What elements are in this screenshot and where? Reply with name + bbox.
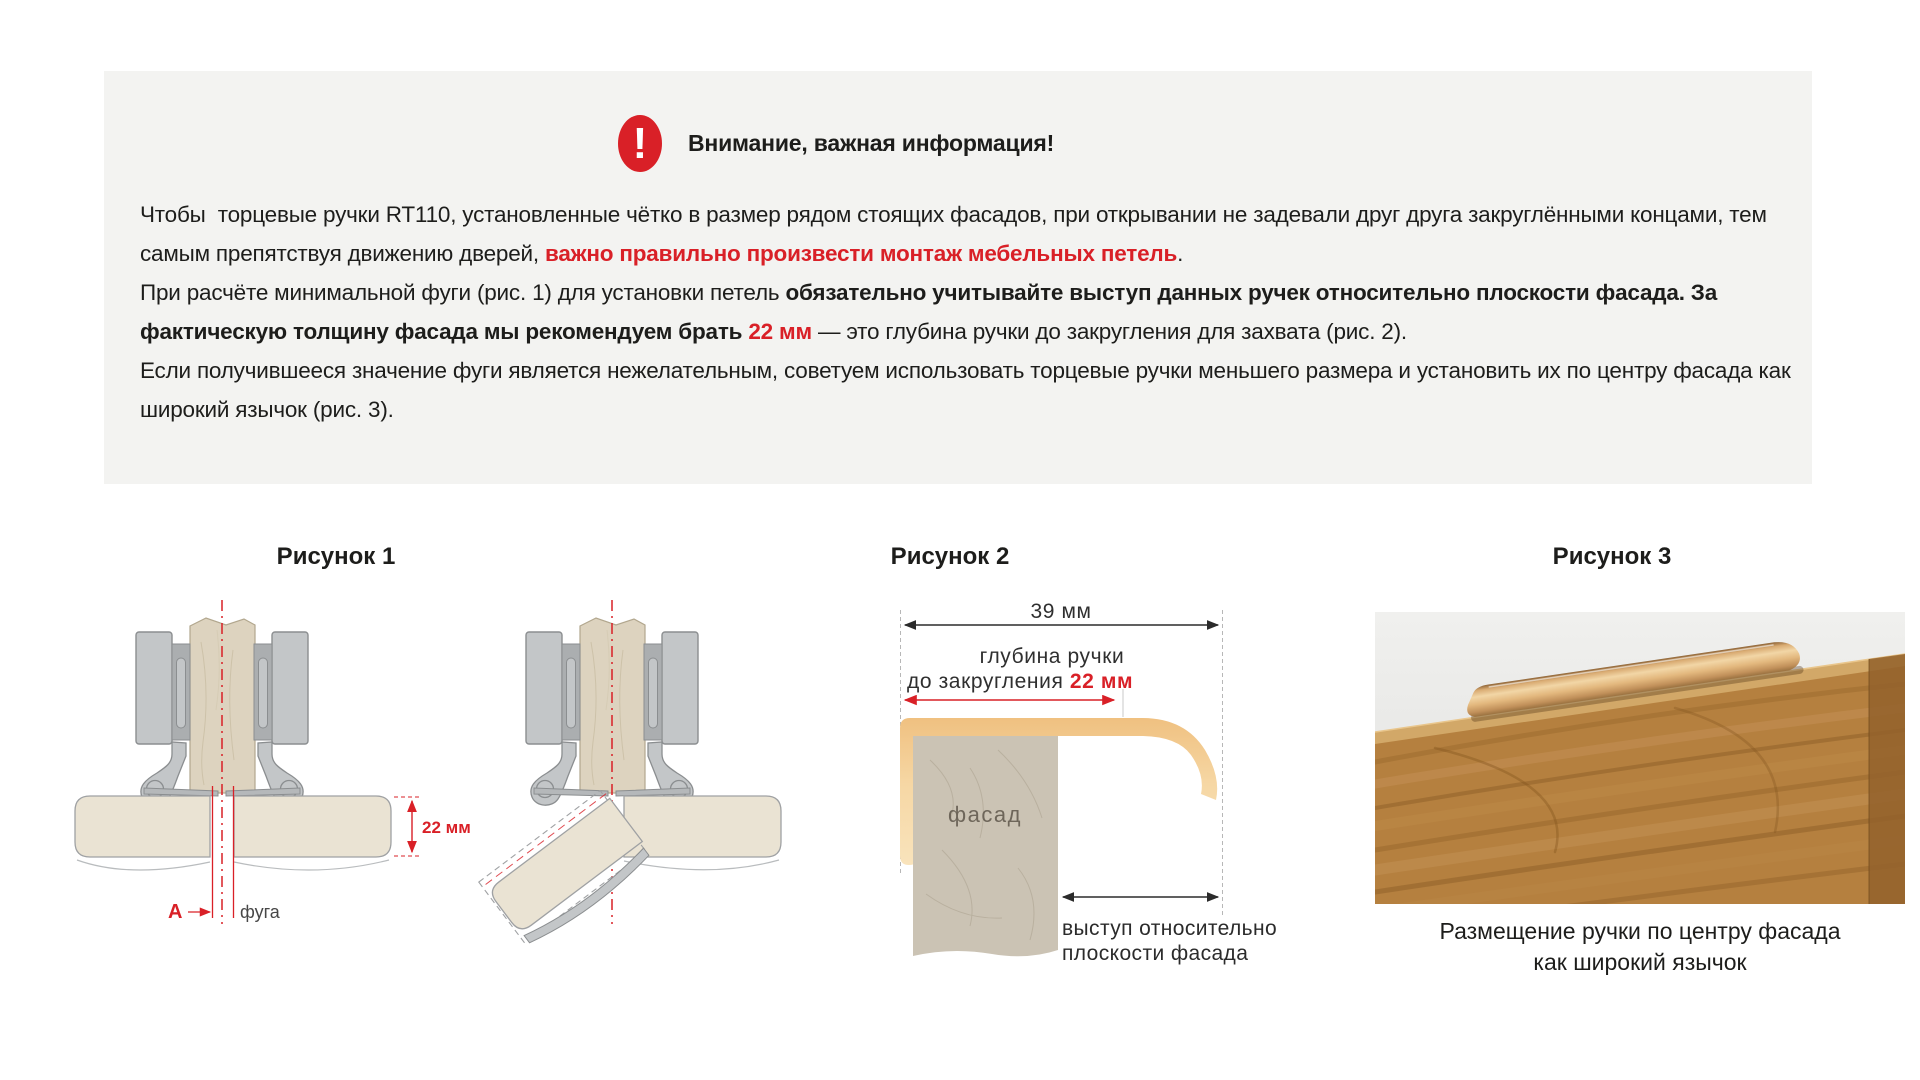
wood-side-edge [1869,654,1905,904]
paragraph-segment: Чтобы торцевые ручки RT110, установленные чётко в размер рядом стоящих фасадов, при открывании не задевали друг друга закруглёнными концами, тем самым препятствуя движению дверей, [140,202,1773,266]
figure3-caption [1340,916,1920,978]
facade-board [913,736,1058,956]
paragraph-segment: . [1177,241,1184,266]
notice-panel [104,71,1812,484]
figure1-gap-label: фуга [240,902,280,922]
paragraph-segment: 22 мм [748,319,812,344]
figure2-depth-value: 22 мм [1069,670,1134,693]
notice-title: Внимание, важная информация! [688,130,1055,156]
figure2-width-dim: 39 мм [1030,600,1092,623]
figure2-depth-label-line1: глубина ручки [979,645,1125,668]
figure1-hinge-drawing [60,580,820,980]
figure2-label: Рисунок 2 [890,543,1010,570]
figure2-protrusion-line1: выступ относительно [1062,917,1278,940]
figure2-facade-label: фасад [948,802,1022,827]
paragraph-segment: Если получившееся значение фуги является нежелательным, советуем использовать торцевые ручки меньшего размера и установить их по центру фасада как широкий язычок (рис. 3). [140,358,1797,422]
figure1-thickness-dim: 22 мм [422,818,471,837]
figure3-label: Рисунок 3 [1552,543,1672,570]
figure3-caption-line1: Размещение ручки по центру фасада [1439,918,1841,944]
figure3-photo [1375,612,1905,904]
figure2-depth-label-line2: до закругления 22 мм [907,670,1134,693]
figure2-protrusion-line2: плоскости фасада [1062,942,1249,965]
figure3-caption-line2: как широкий язычок [1533,949,1747,975]
figure1-gap-letter: А [168,901,183,923]
notice-paragraph [140,195,1800,429]
paragraph-segment: — это глубина ручки до закругления для захвата (рис. 2). [811,319,1407,344]
paragraph-segment: При расчёте минимальной фуги (рис. 1) для установки петель [140,280,786,305]
figure2-dimension-drawing [880,588,1310,980]
exclamation-icon: ! [618,115,662,172]
notice-header [618,115,1054,172]
figure1-label: Рисунок 1 [276,543,396,570]
paragraph-segment: обязательно учитывайте выступ данных ручек относительно плоскости фасада. За фактическую толщину фасада мы рекомендуем брать [140,280,1724,344]
paragraph-segment: важно правильно произвести монтаж мебельных петель [544,241,1178,266]
